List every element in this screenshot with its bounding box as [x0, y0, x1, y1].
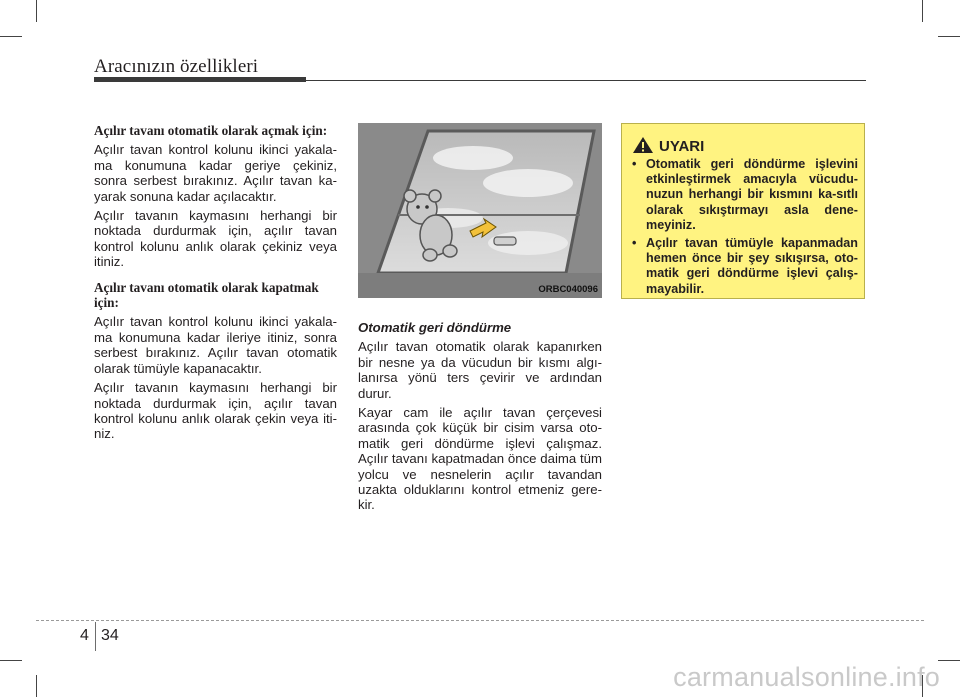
section-heading-open: Açılır tavanı otomatik olarak açmak için: — [94, 123, 328, 138]
crop-mark — [36, 675, 37, 697]
crop-mark — [938, 36, 960, 37]
figure-code: ORBC040096 — [538, 284, 598, 295]
paragraph: Açılır tavanın kaymasını herhangi bir noktada durdurmak için, açılır tavan kontrol kolunu anlık olarak çekiniz veya itiniz. — [94, 208, 337, 270]
paragraph: Açılır tavan otomatik olarak kapanırken bir nesne ya da vücudun bir kısmı algı-lanırsa yönü ters çevirir ve ardından durur. — [358, 339, 602, 401]
paragraph: Kayar cam ile açılır tavan çerçevesi arasında çok küçük bir cisim varsa oto-matik geri döndürme işlevi çalışmaz. Açılır tavanı kapatmadan önce daima tüm yolcu ve nesnelerin açılır tavandan uzakta olduklarını kontrol etmeniz gere-kir. — [358, 405, 602, 513]
bullet-icon: • — [632, 236, 637, 251]
warning-title: UYARI — [659, 138, 705, 155]
warning-triangle-icon — [632, 136, 654, 159]
footer-rule — [36, 620, 924, 621]
middle-column — [358, 320, 602, 517]
warning-list — [630, 157, 858, 300]
sunroof-drawing — [358, 123, 602, 298]
watermark: carmanualsonline.info — [673, 662, 940, 692]
section-number: 4 — [80, 627, 89, 644]
crop-mark — [36, 0, 37, 22]
paragraph: Açılır tavan kontrol kolunu ikinci yakala-ma konumuna kadar geriye çekiniz, sonra serbest bırakınız. Açılır tavan ka-yarak sonuna kadar açılacaktır. — [94, 142, 337, 204]
section-heading-auto-reverse: Otomatik geri döndürme — [358, 320, 512, 335]
page-header-title: Aracınızın özellikleri — [94, 56, 259, 77]
warning-box — [621, 123, 865, 299]
page-number-divider — [95, 622, 96, 651]
header-rule-thick — [94, 77, 306, 82]
roof-switch-icon — [494, 237, 516, 245]
paragraph: Açılır tavanın kaymasını herhangi bir noktada durdurmak için, açılır tavan kontrol kolunu anlık olarak çekin veya iti-niz. — [94, 380, 337, 442]
left-column — [94, 123, 337, 446]
warning-item-text: Açılır tavan tümüyle kapanmadan hemen önce bir şey sıkışırsa, oto-matik geri döndürme işlevi çalış-mayabilir. — [646, 236, 858, 296]
paragraph: Açılır tavan kontrol kolunu ikinci yakala-ma konumuna kadar ileriye itiniz, sonra serbest bırakınız. Açılır tavan otomatik olarak tümüyle kapanacaktır. — [94, 314, 337, 376]
crop-mark — [938, 660, 960, 661]
warning-item-text: Otomatik geri döndürme işlevini etkinleştirmek amacıyla vücudu-nuzun herhangi bir kısmını ka-sıtlı olarak sıkıştırmayı asla dene-meyiniz. — [646, 157, 858, 232]
crop-mark — [0, 660, 22, 661]
crop-mark — [922, 0, 923, 22]
section-heading-close: Açılır tavanı otomatik olarak kapatmak için: — [94, 279, 319, 311]
warning-item — [630, 157, 858, 233]
bullet-icon: • — [632, 157, 637, 171]
sunroof-illustration — [358, 123, 602, 298]
page-number: 34 — [101, 627, 119, 644]
crop-mark — [0, 36, 22, 37]
warning-item — [630, 236, 858, 297]
header-rule-thin — [306, 80, 866, 81]
